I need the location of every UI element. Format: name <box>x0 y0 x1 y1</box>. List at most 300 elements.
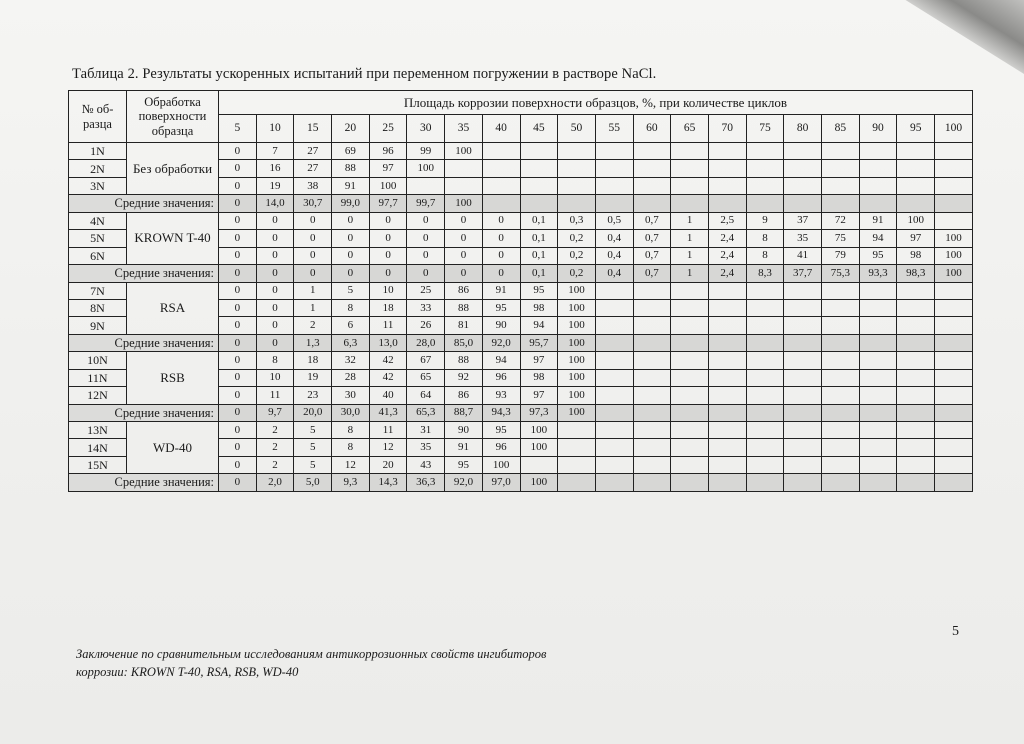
value-cell <box>784 439 822 456</box>
value-cell: 92 <box>445 369 483 386</box>
average-value-cell <box>708 334 746 351</box>
value-cell <box>822 422 860 439</box>
value-cell: 8 <box>746 230 784 247</box>
value-cell: 25 <box>407 282 445 299</box>
value-cell <box>935 387 973 404</box>
average-value-cell: 0,2 <box>558 265 596 282</box>
value-cell <box>859 352 897 369</box>
average-value-cell: 0 <box>219 404 257 421</box>
average-value-cell <box>859 195 897 212</box>
value-cell <box>633 317 671 334</box>
average-value-cell <box>859 334 897 351</box>
value-cell: 90 <box>445 422 483 439</box>
value-cell: 0 <box>482 230 520 247</box>
value-cell: 6 <box>332 317 370 334</box>
value-cell <box>671 299 709 316</box>
average-value-cell: 92,0 <box>445 474 483 492</box>
average-value-cell <box>822 195 860 212</box>
average-value-cell: 41,3 <box>369 404 407 421</box>
value-cell <box>784 352 822 369</box>
average-value-cell <box>897 334 935 351</box>
average-value-cell: 100 <box>558 404 596 421</box>
value-cell <box>520 177 558 194</box>
value-cell: 86 <box>445 282 483 299</box>
average-value-cell <box>671 334 709 351</box>
average-value-cell <box>784 404 822 421</box>
value-cell <box>746 387 784 404</box>
value-cell <box>822 160 860 177</box>
value-cell: 41 <box>784 247 822 264</box>
value-cell: 0 <box>332 212 370 229</box>
value-cell <box>822 317 860 334</box>
average-value-cell <box>558 474 596 492</box>
value-cell <box>708 317 746 334</box>
value-cell <box>859 456 897 473</box>
value-cell <box>897 439 935 456</box>
value-cell: 19 <box>256 177 294 194</box>
value-cell: 0 <box>407 230 445 247</box>
value-cell: 33 <box>407 299 445 316</box>
value-cell: 0 <box>219 439 257 456</box>
value-cell <box>859 439 897 456</box>
average-value-cell: 0 <box>445 265 483 282</box>
cycle-header: 55 <box>595 115 633 143</box>
average-value-cell <box>708 195 746 212</box>
value-cell <box>784 299 822 316</box>
sample-id: 4N <box>69 212 127 229</box>
value-cell: 69 <box>332 143 370 160</box>
value-cell <box>822 456 860 473</box>
value-cell <box>784 177 822 194</box>
value-cell: 5 <box>332 282 370 299</box>
value-cell: 0,1 <box>520 212 558 229</box>
average-value-cell <box>859 474 897 492</box>
value-cell <box>859 299 897 316</box>
value-cell <box>822 282 860 299</box>
value-cell <box>935 439 973 456</box>
average-value-cell: 6,3 <box>332 334 370 351</box>
table-row <box>69 143 973 160</box>
treatment-cell: KROWN T-40 <box>127 212 219 264</box>
value-cell: 0 <box>407 212 445 229</box>
value-cell: 81 <box>445 317 483 334</box>
value-cell: 97 <box>520 352 558 369</box>
value-cell: 98 <box>520 369 558 386</box>
value-cell <box>595 352 633 369</box>
value-cell: 20 <box>369 456 407 473</box>
value-cell: 75 <box>822 230 860 247</box>
sample-id: 2N <box>69 160 127 177</box>
value-cell: 12 <box>332 456 370 473</box>
value-cell: 0,7 <box>633 212 671 229</box>
value-cell: 11 <box>369 317 407 334</box>
value-cell <box>822 177 860 194</box>
cycle-header: 30 <box>407 115 445 143</box>
value-cell: 0 <box>369 247 407 264</box>
value-cell <box>520 160 558 177</box>
average-value-cell: 0 <box>219 265 257 282</box>
value-cell <box>859 143 897 160</box>
value-cell: 0 <box>294 247 332 264</box>
value-cell <box>671 369 709 386</box>
value-cell <box>708 352 746 369</box>
average-value-cell: 2,4 <box>708 265 746 282</box>
value-cell <box>897 299 935 316</box>
value-cell: 0 <box>219 177 257 194</box>
value-cell: 100 <box>558 369 596 386</box>
average-value-cell <box>595 334 633 351</box>
average-value-cell: 9,7 <box>256 404 294 421</box>
value-cell <box>784 456 822 473</box>
value-cell <box>595 177 633 194</box>
value-cell <box>935 299 973 316</box>
value-cell: 37 <box>784 212 822 229</box>
average-value-cell: 88,7 <box>445 404 483 421</box>
value-cell: 0 <box>369 212 407 229</box>
average-value-cell: 14,3 <box>369 474 407 492</box>
value-cell: 2 <box>256 439 294 456</box>
average-row <box>69 474 973 492</box>
value-cell: 97 <box>520 387 558 404</box>
value-cell: 88 <box>445 299 483 316</box>
average-value-cell <box>595 474 633 492</box>
value-cell: 30 <box>332 387 370 404</box>
cycle-header: 5 <box>219 115 257 143</box>
value-cell: 27 <box>294 143 332 160</box>
value-cell: 0 <box>369 230 407 247</box>
average-value-cell <box>746 334 784 351</box>
value-cell <box>897 143 935 160</box>
cycle-header: 40 <box>482 115 520 143</box>
value-cell: 1 <box>671 230 709 247</box>
value-cell: 0 <box>482 247 520 264</box>
value-cell <box>746 299 784 316</box>
value-cell: 32 <box>332 352 370 369</box>
average-value-cell: 0,4 <box>595 265 633 282</box>
value-cell <box>859 160 897 177</box>
value-cell <box>746 422 784 439</box>
value-cell: 91 <box>859 212 897 229</box>
sample-id: 1N <box>69 143 127 160</box>
average-value-cell: 0 <box>407 265 445 282</box>
value-cell <box>708 160 746 177</box>
average-label: Средние значения: <box>69 265 219 282</box>
average-value-cell <box>633 474 671 492</box>
page-number: 5 <box>952 624 959 639</box>
value-cell <box>746 143 784 160</box>
value-cell: 8 <box>332 422 370 439</box>
value-cell <box>859 369 897 386</box>
value-cell <box>558 456 596 473</box>
value-cell <box>746 369 784 386</box>
value-cell: 0 <box>256 299 294 316</box>
value-cell: 0 <box>219 282 257 299</box>
value-cell: 12 <box>369 439 407 456</box>
value-cell <box>558 422 596 439</box>
value-cell <box>633 456 671 473</box>
average-value-cell: 13,0 <box>369 334 407 351</box>
value-cell <box>859 422 897 439</box>
value-cell <box>708 177 746 194</box>
sample-id: 12N <box>69 387 127 404</box>
value-cell <box>822 352 860 369</box>
average-value-cell: 95,7 <box>520 334 558 351</box>
value-cell <box>935 177 973 194</box>
value-cell: 2 <box>256 456 294 473</box>
average-value-cell <box>671 404 709 421</box>
average-value-cell: 93,3 <box>859 265 897 282</box>
average-value-cell: 20,0 <box>294 404 332 421</box>
value-cell: 0 <box>219 352 257 369</box>
average-value-cell <box>822 334 860 351</box>
value-cell <box>935 212 973 229</box>
value-cell <box>784 422 822 439</box>
value-cell <box>445 160 483 177</box>
value-cell <box>859 317 897 334</box>
value-cell: 79 <box>822 247 860 264</box>
value-cell: 2,4 <box>708 247 746 264</box>
value-cell <box>784 282 822 299</box>
value-cell: 98 <box>897 247 935 264</box>
cycle-header: 20 <box>332 115 370 143</box>
average-value-cell: 0 <box>219 474 257 492</box>
average-value-cell <box>708 404 746 421</box>
value-cell <box>897 422 935 439</box>
average-value-cell <box>746 474 784 492</box>
value-cell: 0 <box>332 230 370 247</box>
value-cell <box>897 369 935 386</box>
average-value-cell: 100 <box>935 265 973 282</box>
cycle-header: 70 <box>708 115 746 143</box>
value-cell <box>708 299 746 316</box>
value-cell: 90 <box>482 317 520 334</box>
average-value-cell: 100 <box>520 474 558 492</box>
value-cell <box>633 422 671 439</box>
average-value-cell <box>558 195 596 212</box>
value-cell: 0 <box>256 230 294 247</box>
value-cell <box>897 456 935 473</box>
average-value-cell <box>746 404 784 421</box>
average-value-cell: 98,3 <box>897 265 935 282</box>
average-value-cell: 0,1 <box>520 265 558 282</box>
sample-id: 14N <box>69 439 127 456</box>
value-cell: 35 <box>784 230 822 247</box>
value-cell <box>822 387 860 404</box>
value-cell <box>897 317 935 334</box>
value-cell: 2 <box>256 422 294 439</box>
value-cell: 23 <box>294 387 332 404</box>
average-value-cell: 99,7 <box>407 195 445 212</box>
value-cell <box>520 143 558 160</box>
value-cell: 16 <box>256 160 294 177</box>
value-cell <box>784 160 822 177</box>
value-cell: 72 <box>822 212 860 229</box>
value-cell <box>708 387 746 404</box>
value-cell: 88 <box>332 160 370 177</box>
value-cell: 100 <box>897 212 935 229</box>
average-value-cell: 37,7 <box>784 265 822 282</box>
value-cell <box>595 317 633 334</box>
average-value-cell: 28,0 <box>407 334 445 351</box>
average-row <box>69 404 973 421</box>
sample-id: 9N <box>69 317 127 334</box>
value-cell: 8 <box>746 247 784 264</box>
average-value-cell: 0 <box>332 265 370 282</box>
value-cell <box>633 177 671 194</box>
value-cell: 0 <box>445 247 483 264</box>
value-cell: 5 <box>294 439 332 456</box>
value-cell <box>482 160 520 177</box>
average-value-cell: 1,3 <box>294 334 332 351</box>
value-cell: 95 <box>445 456 483 473</box>
value-cell: 5 <box>294 422 332 439</box>
value-cell <box>897 177 935 194</box>
average-value-cell <box>822 474 860 492</box>
average-value-cell: 100 <box>445 195 483 212</box>
value-cell <box>595 456 633 473</box>
value-cell <box>822 143 860 160</box>
average-value-cell: 94,3 <box>482 404 520 421</box>
sample-id: 6N <box>69 247 127 264</box>
value-cell <box>671 317 709 334</box>
average-value-cell: 0 <box>369 265 407 282</box>
average-value-cell: 8,3 <box>746 265 784 282</box>
value-cell: 93 <box>482 387 520 404</box>
value-cell: 95 <box>859 247 897 264</box>
value-cell: 100 <box>520 439 558 456</box>
value-cell <box>482 177 520 194</box>
value-cell: 0 <box>219 299 257 316</box>
value-cell <box>595 299 633 316</box>
value-cell: 0 <box>219 456 257 473</box>
value-cell: 0 <box>445 212 483 229</box>
value-cell: 0,3 <box>558 212 596 229</box>
value-cell <box>746 282 784 299</box>
average-value-cell <box>897 474 935 492</box>
average-value-cell <box>633 195 671 212</box>
value-cell: 0 <box>256 247 294 264</box>
value-cell <box>897 387 935 404</box>
value-cell: 0,2 <box>558 230 596 247</box>
average-label: Средние значения: <box>69 334 219 351</box>
average-value-cell: 92,0 <box>482 334 520 351</box>
value-cell: 19 <box>294 369 332 386</box>
value-cell: 0 <box>482 212 520 229</box>
treatment-cell: Без обработки <box>127 143 219 195</box>
value-cell: 0 <box>219 422 257 439</box>
table-row <box>69 422 973 439</box>
value-cell: 10 <box>256 369 294 386</box>
value-cell: 0 <box>256 212 294 229</box>
cycle-header: 80 <box>784 115 822 143</box>
value-cell: 8 <box>332 439 370 456</box>
value-cell: 42 <box>369 369 407 386</box>
value-cell: 98 <box>520 299 558 316</box>
value-cell: 43 <box>407 456 445 473</box>
sample-id: 3N <box>69 177 127 194</box>
value-cell <box>595 160 633 177</box>
value-cell: 0,4 <box>595 247 633 264</box>
value-cell: 35 <box>407 439 445 456</box>
value-cell: 31 <box>407 422 445 439</box>
value-cell <box>671 352 709 369</box>
value-cell: 97 <box>369 160 407 177</box>
cycle-header: 75 <box>746 115 784 143</box>
results-table <box>68 90 973 492</box>
value-cell <box>822 299 860 316</box>
value-cell <box>595 387 633 404</box>
value-cell: 2,4 <box>708 230 746 247</box>
value-cell: 0,1 <box>520 247 558 264</box>
header-row-top <box>69 91 973 115</box>
value-cell <box>708 143 746 160</box>
value-cell: 5 <box>294 456 332 473</box>
value-cell <box>633 387 671 404</box>
average-row <box>69 265 973 282</box>
average-value-cell <box>671 474 709 492</box>
value-cell <box>633 282 671 299</box>
average-value-cell <box>746 195 784 212</box>
cycle-header: 90 <box>859 115 897 143</box>
value-cell: 0,1 <box>520 230 558 247</box>
value-cell: 26 <box>407 317 445 334</box>
cycle-header: 100 <box>935 115 973 143</box>
average-value-cell: 5,0 <box>294 474 332 492</box>
value-cell <box>897 352 935 369</box>
value-cell: 100 <box>558 299 596 316</box>
average-value-cell <box>633 404 671 421</box>
value-cell <box>633 439 671 456</box>
value-cell: 100 <box>407 160 445 177</box>
value-cell: 100 <box>482 456 520 473</box>
value-cell <box>671 387 709 404</box>
value-cell: 100 <box>445 143 483 160</box>
value-cell <box>708 282 746 299</box>
value-cell: 10 <box>369 282 407 299</box>
value-cell <box>595 369 633 386</box>
value-cell: 0 <box>219 369 257 386</box>
value-cell <box>859 387 897 404</box>
sample-id: 5N <box>69 230 127 247</box>
average-value-cell <box>897 195 935 212</box>
cycle-header: 60 <box>633 115 671 143</box>
average-value-cell <box>935 195 973 212</box>
value-cell: 94 <box>482 352 520 369</box>
cycle-header: 95 <box>897 115 935 143</box>
value-cell <box>784 369 822 386</box>
cycle-header: 10 <box>256 115 294 143</box>
average-value-cell: 0 <box>294 265 332 282</box>
value-cell <box>558 439 596 456</box>
value-cell: 9 <box>746 212 784 229</box>
cycle-header: 15 <box>294 115 332 143</box>
value-cell: 64 <box>407 387 445 404</box>
value-cell <box>708 422 746 439</box>
average-value-cell <box>897 404 935 421</box>
value-cell: 99 <box>407 143 445 160</box>
value-cell <box>633 299 671 316</box>
value-cell <box>671 456 709 473</box>
cycle-header: 45 <box>520 115 558 143</box>
value-cell <box>558 160 596 177</box>
value-cell: 11 <box>369 422 407 439</box>
value-cell: 0 <box>219 143 257 160</box>
value-cell: 91 <box>332 177 370 194</box>
value-cell: 40 <box>369 387 407 404</box>
value-cell <box>859 282 897 299</box>
average-value-cell: 30,0 <box>332 404 370 421</box>
value-cell: 0 <box>219 230 257 247</box>
